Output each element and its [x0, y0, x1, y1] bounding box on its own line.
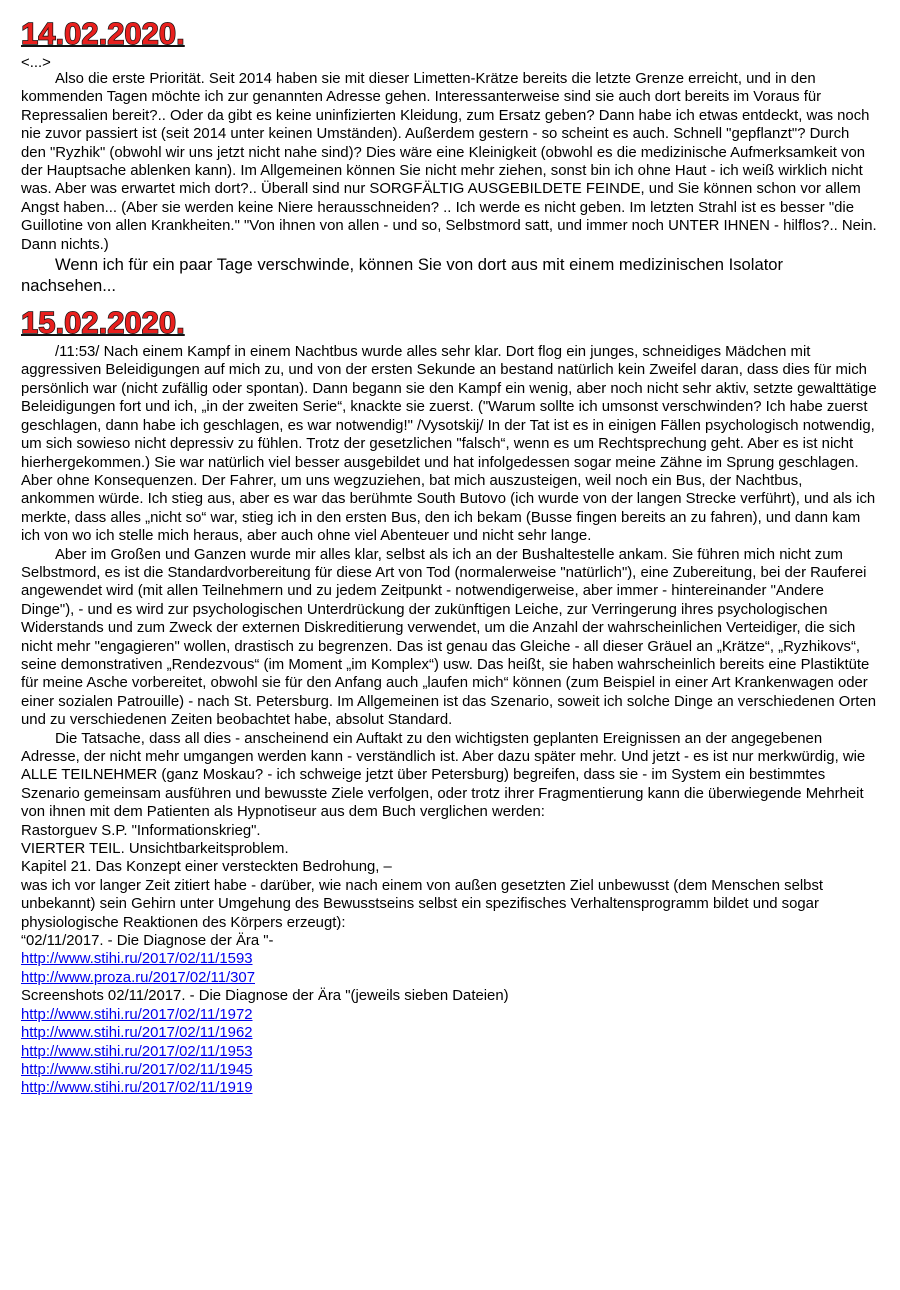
entry-closing-paragraph: Wenn ich für ein paar Tage verschwinde, können Sie von dort aus mit einem medizinischen Isolator nachsehen... — [21, 255, 784, 296]
document-page — [21, 0, 877, 1098]
diary-entry-2 — [21, 305, 877, 1098]
entry-paragraph: Also die erste Priorität. Seit 2014 haben sie mit dieser Limetten-Krätze bereits die letzte Grenze erreicht, und in den kommenden Tagen möchte ich zur genannten Adresse gehen. Interessanterweise sind sie auch dort bereits im Voraus für Repressalien bereit?.. Oder da gibt es keine uninfizierten Kleidung, zum Ersatz geben? Dann habe ich etwas entdeckt, was noch nie zuvor passiert ist (seit 2014 unter keinen Umständen). Außerdem gestern - so scheint es auch. Schnell "gepflanzt"? Durch den "Ryzhik" (obwohl wir uns jetzt nicht nahe sind)? Dies wäre eine Kleinigkeit (obwohl es die medizinische Aufmerksamkeit von der Hauptsache ablenken kann). Im Allgemeinen können Sie nicht mehr ziehen, sonst bin ich ohne Haut - ich weiß wirklich nicht was. Aber was erwartet mich dort?.. Überall sind nur SORGFÄLTIG AUSGEBILDETE FEINDE, und Sie können schon vor allem Angst haben... (Aber sie werden keine Niere herausschneiden? .. Ich werde es nicht geben. Im letzten Strahl ist es besser "die Guillotine von allen Krankheiten." "Von ihnen von allen - und so, Selbstmord satt, und immer noch UNTER IHNEN - hilflos?.. Nein. Dann nichts.) — [21, 71, 877, 253]
entry-paragraph: Aber im Großen und Ganzen wurde mir alles klar, selbst als ich an der Bushaltestelle ankam. Sie führen mich nicht zum Selbstmord, es ist die Standardvorbereitung für diese Art von Tod (normalerweise "natürlich"), eine Zubereitung, bei der Rauferei angewendet wird (mit allen Teilnehmern und zu jedem Zeitpunkt - notwendigerweise, aber immer - hintereinander "Andere Dinge"), - und es wird zur psychologischen Unterdrückung der zukünftigen Leiche, zur Verringerung ihres psychologischen Widerstands und zum Zweck der externen Diskreditierung verwendet, um die Anzahl der wahrscheinlichen Verteidiger, die sich nicht mehr "engagieren" wollen, drastisch zu begrenzen. Das ist genau das Gleiche - all dieser Gräuel an „Krätze“, „Ryzhikovs“, seine demonstrativen „Rendezvous“ (im Moment „im Komplex“) usw. Das heißt, sie haben wahrscheinlich bereits eine Plastiktüte für meine Asche vorbereitet, obwohl sie für den Anfang auch „laufen mich“ können (zum Beispiel in einer Art Krankenwagen oder einer sozialen Patrouille) - nach St. Petersburg. Im Allgemeinen ist das Szenario, soweit ich solche Dinge an verschiedenen Orten und zu verschiedenen Zeiten beobachtet habe, absolut Standard. — [21, 546, 877, 729]
external-link[interactable]: http://www.stihi.ru/2017/02/11/1962 — [21, 1025, 253, 1042]
external-link[interactable]: http://www.stihi.ru/2017/02/11/1953 — [21, 1043, 253, 1060]
book-reference-line: Kapitel 21. Das Konzept einer versteckten Bedrohung, – — [21, 859, 392, 876]
book-reference-line: Rastorguev S.P. "Informationskrieg". — [21, 822, 261, 839]
quote-reference-line: “02/11/2017. - Die Diagnose der Ära "- — [21, 933, 274, 950]
external-link[interactable]: http://www.stihi.ru/2017/02/11/1945 — [21, 1061, 253, 1078]
omission-marker: <...> — [21, 55, 51, 71]
external-link[interactable]: http://www.stihi.ru/2017/02/11/1919 — [21, 1080, 253, 1097]
entry-date-heading: 15.02.2020. — [21, 305, 185, 341]
diary-entry-1 — [21, 16, 877, 296]
book-reference-line: VIERTER TEIL. Unsichtbarkeitsproblem. — [21, 841, 289, 858]
external-link[interactable]: http://www.stihi.ru/2017/02/11/1972 — [21, 1006, 253, 1023]
screenshots-line: Screenshots 02/11/2017. - Die Diagnose der Ära "(jeweils sieben Dateien) — [21, 988, 509, 1005]
external-link[interactable]: http://www.stihi.ru/2017/02/11/1593 — [21, 951, 253, 968]
entry-date-heading: 14.02.2020. — [21, 16, 185, 51]
external-link[interactable]: http://www.proza.ru/2017/02/11/307 — [21, 969, 255, 986]
quote-paragraph: was ich vor langer Zeit zitiert habe - darüber, wie nach einem von außen gesetzten Ziel unbewusst (dem Menschen selbst unbekannt) sein Gehirn unter Umgehung des Bewusstseins selbst ein spezifisches Verhaltensprogramm bildet und sogar physiologische Reaktionen des Körpers erzeugt): — [21, 877, 824, 931]
entry-paragraph: /11:53/ Nach einem Kampf in einem Nachtbus wurde alles sehr klar. Dort flog ein junges, schneidiges Mädchen mit aggressiven Beleidigungen auf mich zu, und von der ersten Sekunde an bestand natürlich kein Zweifel daran, dass dies für mich persönlich war (nicht zufällig oder spontan). Dann begann sie den Kampf ein wenig, aber noch nicht sehr aktiv, setzte gewalttätige Beleidigungen fort und ich, „in der zweiten Serie“, knackte sie zuerst. ("Warum sollte ich umsonst verschwinden? Ich habe zuerst geschlagen, dann habe ich geschlagen, es war notwendig!" /Vysotskij/ In der Tat ist es in einigen Fällen psychologisch notwendig, um sich sowieso nicht depressiv zu fühlen. Trotz der gesetzlichen "falsch“, wenn es um Rechtsprechung geht. Aber es ist nicht hierhergekommen.) Sie war natürlich viel besser ausgebildet und hat infolgedessen sogar meine Zähne im Sprung geschlagen. Aber ohne Konsequenzen. Der Fahrer, um uns wegzuziehen, bat mich auszusteigen, weil noch ein Bus, der Nachtbus, ankommen würde. Ich stieg aus, aber es war das berühmte South Butovo (ich wurde von der langen Strecke verführt), und als ich merkte, dass alles „nicht so“ war, stieg ich in den ersten Bus, den ich bekam (Busse fingen bereits an zu fahren), und dann kam ich von wo ich stelle mich heraus, aber auch ohne viel Abenteuer und nicht sehr lange. — [21, 344, 877, 545]
entry-paragraph: Die Tatsache, dass all dies - anscheinend ein Auftakt zu den wichtigsten geplanten Ereignissen an der angegebenen Adresse, der nicht mehr umgangen werden kann - verständlich ist. Aber dazu später mehr. Und jetzt - es ist nur merkwürdig, wie ALLE TEILNEHMER (ganz Moskau? - ich schweige jetzt über Petersburg) begreifen, dass sie - im System ein bestimmtes Szenario gemeinsam ausführen und bewusste Ziele verfolgen, oder trotz ihrer Fragmentierung kann die überwiegende Mehrheit von ihnen mit dem Patienten als Hypnotiseur aus dem Buch verglichen werden: — [21, 730, 866, 821]
